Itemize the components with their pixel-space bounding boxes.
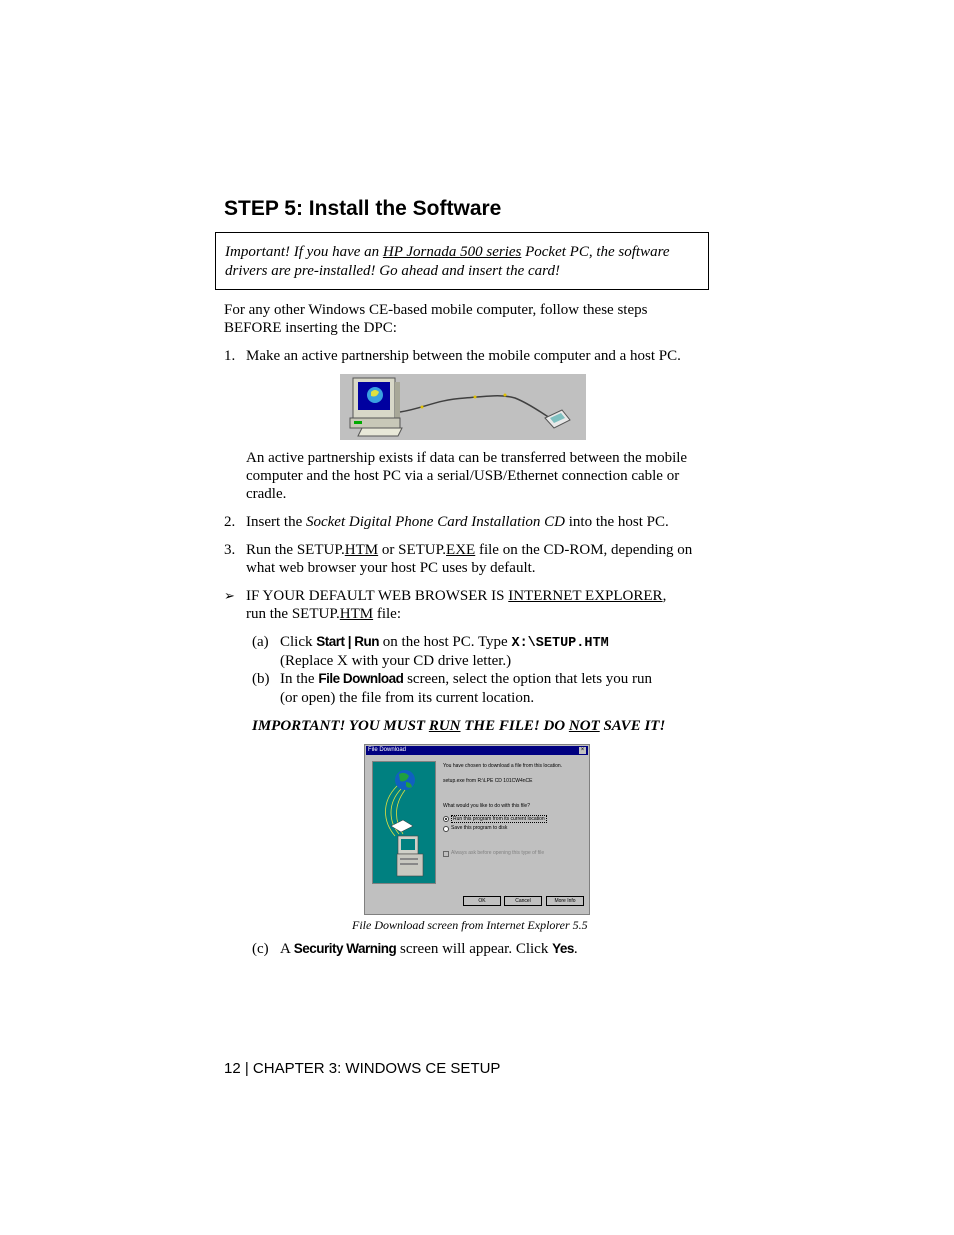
dialog-location-line: You have chosen to download a file from this location. [443,763,563,769]
important-note: Important! If you have an HP Jornada 500 series Pocket PC, the software drivers are pre-installed! Go ahead and insert the card! [225,244,670,279]
run-option-label[interactable]: Run this program from its current location [453,816,545,822]
step-3-text: Run the SETUP.HTM or SETUP.EXE file on the CD-ROM, depending on what web browser your host PC uses by default. [246,542,693,576]
ok-button[interactable]: OK [463,896,501,906]
setup-path-code: X:\SETUP.HTM [511,636,609,651]
step-2-number: 2. [224,514,236,530]
partnership-figure [340,374,586,440]
sub-step-b-label: (b) [252,671,270,687]
sub-step-a-label: (a) [252,634,269,650]
always-ask-checkbox[interactable] [443,851,449,857]
dialog-question: What would you like to do with this file? [443,803,530,809]
step-3-number: 3. [224,542,236,558]
sub-step-c-label: (c) [252,941,269,957]
page-title: STEP 5: Install the Software [224,197,502,220]
browser-condition-line-1: IF YOUR DEFAULT WEB BROWSER IS INTERNET EXPLORER, [246,588,667,604]
browser-condition-line-2: run the SETUP.HTM file: [246,606,401,622]
sub-step-c-text: A Security Warning screen will appear. Click Yes. [280,941,578,957]
dialog-title-bar: File Download × [366,746,588,755]
arrow-bullet-icon: ➢ [224,588,235,603]
more-info-button[interactable]: More Info [546,896,584,906]
cancel-button[interactable]: Cancel [504,896,542,906]
download-illustration [372,761,436,884]
pc-to-handheld-illustration [340,374,586,440]
globe-to-computer-icon [373,762,435,883]
save-option-label[interactable]: Save this program to disk [451,825,508,831]
step-1-number: 1. [224,348,236,364]
sub-step-b-line-1: In the File Download screen, select the option that lets you run [280,671,653,687]
sub-step-a-line-2: (Replace X with your CD drive letter.) [280,653,512,669]
dialog-caption: File Download screen from Internet Explorer 5.5 [352,918,588,932]
important-note-box [215,232,709,290]
dialog-file-source: setup.exe from R:\LPE CD 101CW4nCE [443,778,533,784]
page-footer: 12 | CHAPTER 3: WINDOWS CE SETUP [224,1060,501,1077]
sub-step-b-line-2: (or open) the file from its current location. [280,690,535,706]
file-download-dialog [364,744,590,915]
partnership-explanation: An active partnership exists if data can be transferred between the mobile computer and the host PC via a serial/USB/Ethernet connection cable or cradle. [246,450,688,502]
run-option-radio[interactable] [443,816,449,822]
step-2-text: Insert the Socket Digital Phone Card Installation CD into the host PC. [246,514,669,530]
hp-jornada-link[interactable]: HP Jornada 500 series [382,244,522,260]
intro-paragraph: For any other Windows CE-based mobile computer, follow these steps BEFORE inserting the DPC: [224,302,648,336]
close-icon[interactable]: × [580,747,585,753]
step-1-text: Make an active partnership between the mobile computer and a host PC. [246,348,681,364]
run-not-save-warning: IMPORTANT! YOU MUST RUN THE FILE! DO NOT SAVE IT! [252,718,666,734]
save-option-radio[interactable] [443,826,449,832]
always-ask-label: Always ask before opening this type of file [451,850,545,856]
sub-step-a-line-1: Click Start | Run on the host PC. Type X:\SETUP.HTM [280,634,609,651]
